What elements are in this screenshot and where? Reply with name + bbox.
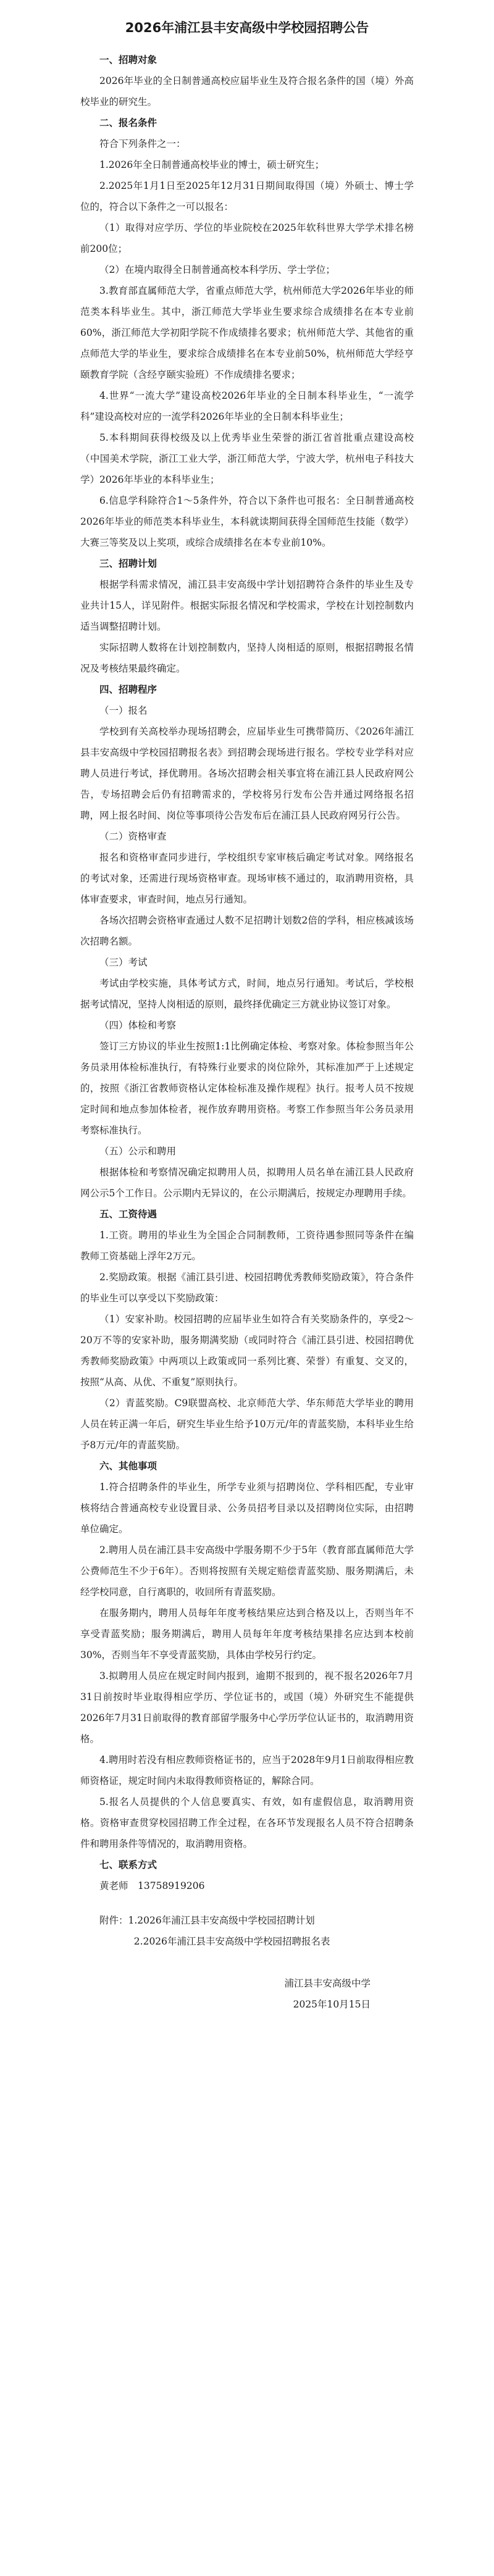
paragraph: 2026年毕业的全日制普通高校应届毕业生及符合报名条件的国（境）外高校毕业的研究生。 <box>80 75 414 107</box>
subsection-heading: （一）报名 <box>99 705 148 716</box>
paragraph: 5.本科期间获得校级及以上优秀毕业生荣誉的浙江省首批重点建设高校（中国美术学院，浙江工业大学，浙江师范大学，宁波大学，杭州电子科技大学）2026年毕业的本科毕业生； <box>80 432 414 485</box>
page-title: 2026年浦江县丰安高级中学校园招聘公告 <box>125 20 369 35</box>
section-heading: 六、其他事项 <box>99 1461 157 1472</box>
paragraph: 1.工资。聘用的毕业生为全国企合同制教师，工资待遇参照同等条件在编教师工资基础上浮年2万元。 <box>80 1230 414 1262</box>
subsection-heading: （四）体检和考察 <box>99 1020 177 1031</box>
document-body <box>80 49 414 1896</box>
paragraph: 4.聘用时若没有相应教师资格证书的，应当于2028年9月1日前取得相应教师资格证，规定时间内未取得教师资格证的，解除合同。 <box>80 1754 414 1786</box>
paragraph: （2）青蓝奖励。C9联盟高校、北京师范大学、华东师范大学毕业的聘用人员在转正满一年后，研究生毕业生给予10万元/年的青蓝奖励，本科毕业生给予8万元/年的青蓝奖励。 <box>80 1398 414 1451</box>
attachment-line-1 <box>80 1910 414 1931</box>
section-heading: 四、招聘程序 <box>99 684 157 695</box>
paragraph: 符合下列条件之一： <box>99 138 186 149</box>
contact-line: 黄老师 13758919206 <box>99 1880 205 1891</box>
subsection-heading: （五）公示和聘用 <box>99 1146 177 1157</box>
attachments-section <box>80 1910 414 1952</box>
section-heading: 七、联系方式 <box>99 1859 157 1870</box>
attachment-line-2 <box>80 1931 414 1952</box>
section-heading: 二、报名条件 <box>99 117 157 128</box>
paragraph: 在服务期内，聘用人员每年年度考核结果应达到合格及以上，否则当年不享受青蓝奖励；服务期满后，聘用人员每年年度考核结果排名应达到本校前30%，否则当年不享受青蓝奖励，具体由学校另行约定。 <box>80 1607 414 1661</box>
paragraph: 根据学科需求情况，浦江县丰安高级中学计划招聘符合条件的毕业生及专业共计15人，详见附件。根据实际报名情况和学校需求，学校在计划控制数内适当调整招聘计划。 <box>80 579 414 632</box>
paragraph: 各场次招聘会资格审查通过人数不足招聘计划数2倍的学科，相应核减该场次招聘名额。 <box>80 915 414 947</box>
attachment-item: 1.2026年浦江县丰安高级中学校园招聘计划 <box>128 1915 315 1926</box>
paragraph: 签订三方协议的毕业生按照1:1比例确定体检、考察对象。体检参照当年公务员录用体检标准执行，有特殊行业要求的岗位除外，其标准加严于上述规定的，按照《浙江省教师资格认定体检标准及操作规程》执行。报考人员不按规定时间和地点参加体检者，视作放弃聘用资格。考察工作参照当年公务员录用考察标准执行。 <box>80 1041 414 1136</box>
section-heading: 三、招聘计划 <box>99 558 157 569</box>
attachments-label: 附件： <box>99 1915 128 1926</box>
subsection-heading: （二）资格审查 <box>99 831 167 842</box>
issue-date: 2025年10月15日 <box>293 1999 371 2010</box>
paragraph: 考试由学校实施，具体考试方式，时间，地点另行通知。考试后，学校根据考试情况，坚持人岗相适的原则，最终择优确定三方就业协议签订对象。 <box>80 978 414 1010</box>
paragraph: 2.聘用人员在浦江县丰安高级中学服务期不少于5年（教育部直属师范大学公费师范生不少于6年）。否则将按照有关规定赔偿青蓝奖励、服务期满后，未经学校同意，自行离职的，收回所有青蓝奖励。 <box>80 1544 414 1598</box>
paragraph: 5.报名人员提供的个人信息要真实、有效，如有虚假信息，取消聘用资格。资格审查贯穿校园招聘工作全过程，在各环节发现报名人员不符合招聘条件和聘用条件等情况的，取消聘用资格。 <box>80 1796 414 1849</box>
paragraph: 3.教育部直属师范大学，省重点师范大学，杭州师范大学2026年毕业的师范类本科毕业生。其中，浙江师范大学毕业生要求综合成绩排名在本专业前60%，浙江师范大学初阳学院不作成绩排名要求；杭州师范大学、其他省的重点师范大学的毕业生，要求综合成绩排名在本专业前50%，杭州师范大学经亨颐教育学院（含经亨颐实验班）不作成绩排名要求； <box>80 285 414 380</box>
paragraph: 学校到有关高校举办现场招聘会，应届毕业生可携带简历、《2026年浦江县丰安高级中学校园招聘报名表》到招聘会现场进行报名。学校专业学科对应聘人员进行考试，择优聘用。各场次招聘会相关事宜将在浦江县人民政府网公告，专场招聘会后仍有招聘需求的，学校将另行发布公告并通过网络报名招聘，网上报名时间、岗位等事项待公告发布后在浦江县人民政府网另行公告。 <box>80 726 414 821</box>
section-heading: 一、招聘对象 <box>99 54 157 65</box>
subsection-heading: （三）考试 <box>99 957 148 968</box>
paragraph: 4.世界“一流大学”建设高校2026年毕业的全日制本科毕业生，“一流学科”建设高校对应的一流学科2026年毕业的全日制本科毕业生； <box>80 390 414 422</box>
paragraph: 6.信息学科除符合1～5条件外，符合以下条件也可报名：全日制普通高校2026年毕业的师范类本科毕业生，本科就读期间获得全国师范生技能（数学）大赛三等奖及以上奖项，或综合成绩排名在本专业前10%。 <box>80 495 414 548</box>
paragraph: （1）取得对应学历、学位的毕业院校在2025年软科世界大学学术排名榜前200位； <box>80 222 414 254</box>
paragraph: （2）在境内取得全日制普通高校本科学历、学士学位； <box>99 264 335 275</box>
paragraph: 3.拟聘用人员应在规定时间内报到，逾期不报到的，视不报名2026年7月31日前按时毕业取得相应学历、学位证书的，或国（境）外研究生不能提供2026年7月31日前取得的教育部留学服务中心学历学位认证书的，取消聘用资格。 <box>80 1670 414 1744</box>
paragraph: 1.符合招聘条件的毕业生，所学专业须与招聘岗位、学科相匹配，专业审核将结合普通高校专业设置目录、公务员招考目录以及招聘岗位实际，由招聘单位确定。 <box>80 1482 414 1535</box>
paragraph: 2.奖励政策。根据《浦江县引进、校园招聘优秀教师奖励政策》，符合条件的毕业生可以享受以下奖励政策： <box>80 1272 414 1304</box>
paragraph: 2.2025年1月1日至2025年12月31日期间取得国（境）外硕士、博士学位的，符合以下条件之一可以报名： <box>80 180 414 212</box>
paragraph: 根据体检和考察情况确定拟聘用人员，拟聘用人员名单在浦江县人民政府网公示5个工作日。公示期内无异议的，在公示期满后，按规定办理聘用手续。 <box>80 1167 414 1199</box>
signature-block <box>80 1973 414 2015</box>
paragraph: 1.2026年全日制普通高校毕业的博士，硕士研究生； <box>99 159 325 170</box>
paragraph: 实际招聘人数将在计划控制数内，坚持人岗相适的原则，根据招聘报名情况及考核结果最终确定。 <box>80 642 414 674</box>
issuing-organization: 浦江县丰安高级中学 <box>284 1978 371 1989</box>
paragraph: （1）安家补助。校园招聘的应届毕业生如符合有关奖励条件的，享受2～20万不等的安家补助，服务期满奖励（或同时符合《浦江县引进、校园招聘优秀教师奖励政策》中两项以上政策或同一系列比赛、荣誉）有重复、交叉的，按照“从高、从优、不重复”原则执行。 <box>80 1314 414 1388</box>
section-heading: 五、工资待遇 <box>99 1209 157 1220</box>
attachment-item: 2.2026年浦江县丰安高级中学校园招聘报名表 <box>133 1936 330 1947</box>
paragraph: 报名和资格审查同步进行，学校组织专家审核后确定考试对象。网络报名的考试对象，还需进行现场资格审查。现场审核不通过的，取消聘用资格，具体审查要求，审查时间，地点另行通知。 <box>80 852 414 905</box>
